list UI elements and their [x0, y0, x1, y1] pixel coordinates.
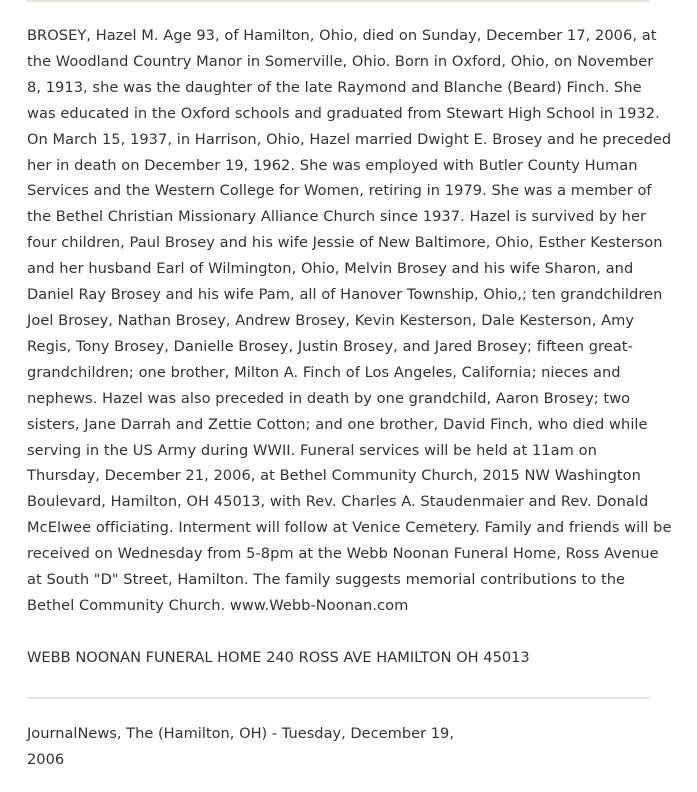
obituary-line: Thursday, December 21, 2006, at Bethel Community Church, 2015 NW Washington [27, 467, 641, 485]
obituary-line: BROSEY, Hazel M. Age 93, of Hamilton, Ohio, died on Sunday, December 17, 2006, at [27, 27, 657, 44]
obituary-line: the Woodland Country Manor in Somerville, Ohio. Born in Oxford, Ohio, on November [27, 52, 654, 70]
obituary-line: 8, 1913, she was the daughter of the late Raymond and Blanche (Beard) Finch. She [27, 78, 642, 96]
obituary-line: grandchildren; one brother, Milton A. Finch of Los Angeles, California; nieces and [27, 363, 621, 381]
section-divider [27, 697, 649, 699]
top-divider [27, 0, 649, 2]
source-line: JournalNews, The (Hamilton, OH) - Tuesday, December 19, [27, 725, 454, 742]
obituary-line: Joel Brosey, Nathan Brosey, Andrew Brosey, Kevin Kesterson, Dale Kesterson, Amy [27, 311, 635, 329]
obituary-line: Daniel Ray Brosey and his wife Pam, all of Hanover Township, Ohio,; ten grandchildren [27, 286, 663, 304]
obituary-text [27, 23, 672, 619]
obituary-line: four children, Paul Brosey and his wife Jessie of New Baltimore, Ohio, Esther Kesterson [27, 234, 663, 252]
obituary-line: her in death on December 19, 1962. She was employed with Butler County Human [27, 156, 638, 174]
obituary-line: was educated in the Oxford schools and graduated from Stewart High School in 1932. [27, 104, 660, 122]
obituary-line: Services and the Western College for Women, retiring in 1979. She was a member of [27, 182, 652, 200]
publication-source [27, 721, 454, 773]
obituary-line: On March 15, 1937, in Harrison, Ohio, Hazel married Dwight E. Brosey and he preceded [27, 130, 672, 148]
obituary-line: and her husband Earl of Wilmington, Ohio, Melvin Brosey and his wife Sharon, and [27, 260, 634, 278]
obituary-line: sisters, Jane Darrah and Zettie Cotton; and one brother, David Finch, who died while [27, 415, 648, 433]
obituary-line: at South "D" Street, Hamilton. The family suggests memorial contributions to the [27, 571, 626, 589]
obituary-line: serving in the US Army during WWII. Funeral services will be held at 11am on [27, 441, 597, 459]
obituary-line: Regis, Tony Brosey, Danielle Brosey, Justin Brosey, and Jared Brosey; fifteen great- [27, 337, 633, 355]
obituary-line: McElwee officiating. Interment will follow at Venice Cemetery. Family and friends will be [27, 519, 672, 537]
obituary-line: the Bethel Christian Missionary Alliance Church since 1937. Hazel is survived by her [27, 208, 647, 226]
obituary-line: Bethel Community Church. www.Webb-Noonan.com [27, 596, 409, 614]
obituary-line: Boulevard, Hamilton, OH 45013, with Rev. Charles A. Staudenmaier and Rev. Donald [27, 493, 649, 511]
obituary-line: received on Wednesday from 5-8pm at the Webb Noonan Funeral Home, Ross Avenue [27, 545, 659, 563]
funeral-home-address: WEBB NOONAN FUNERAL HOME 240 ROSS AVE HAMILTON OH 45013 [27, 649, 530, 666]
source-line: 2006 [27, 750, 65, 768]
obituary-line: nephews. Hazel was also preceded in death by one grandchild, Aaron Brosey; two [27, 389, 631, 407]
